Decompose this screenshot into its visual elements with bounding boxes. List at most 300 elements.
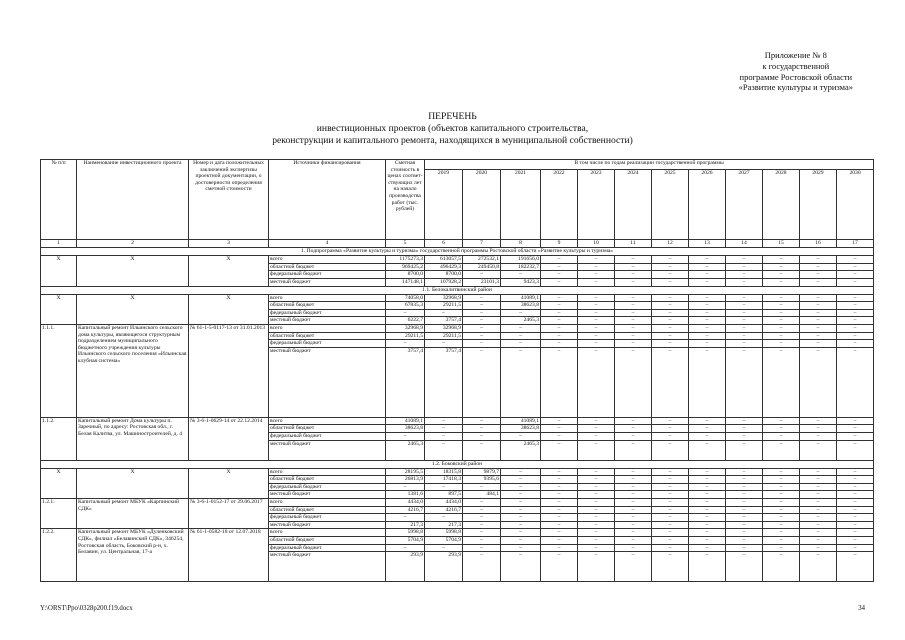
table-cell: 182232,7 bbox=[501, 263, 541, 271]
table-cell: – bbox=[463, 271, 501, 279]
table-cell: 897,5 bbox=[425, 491, 463, 499]
table-cell: – bbox=[652, 440, 689, 460]
table-cell: 2465,3 bbox=[501, 440, 541, 460]
table-cell: – bbox=[615, 440, 652, 460]
table-cell: – bbox=[726, 433, 763, 441]
table-cell: местный бюджет bbox=[269, 278, 386, 286]
table-cell: – bbox=[501, 332, 541, 340]
table-cell: – bbox=[652, 278, 689, 286]
table-cell: – bbox=[763, 340, 800, 348]
table-cell: 2 bbox=[77, 240, 189, 248]
table-cell: 12 bbox=[652, 240, 689, 248]
table-cell: – bbox=[726, 537, 763, 545]
table-cell: – bbox=[578, 552, 615, 582]
table-cell: – bbox=[837, 537, 874, 545]
table-cell: – bbox=[800, 309, 837, 317]
table-cell: областной бюджет bbox=[269, 425, 386, 433]
table-cell: – bbox=[800, 302, 837, 310]
table-cell: – bbox=[541, 537, 578, 545]
table-cell: – bbox=[615, 294, 652, 302]
table-cell: 5 bbox=[386, 240, 425, 248]
table-cell: – bbox=[541, 309, 578, 317]
table-cell: – bbox=[837, 302, 874, 310]
table-cell: 5704,9 bbox=[386, 537, 425, 545]
table-cell: – bbox=[541, 271, 578, 279]
table-cell: – bbox=[425, 309, 463, 317]
table-cell: 2028 bbox=[763, 170, 800, 240]
table-cell: – bbox=[501, 552, 541, 582]
table-cell: местный бюджет bbox=[269, 491, 386, 499]
table-cell: – bbox=[615, 278, 652, 286]
table-cell: – bbox=[726, 468, 763, 476]
table-cell: – bbox=[763, 317, 800, 325]
table-cell: – bbox=[689, 506, 726, 514]
table-cell: 2025 bbox=[652, 170, 689, 240]
table-cell: – bbox=[615, 263, 652, 271]
table-cell: – bbox=[689, 544, 726, 552]
table-cell: – bbox=[652, 506, 689, 514]
table-cell: Х bbox=[189, 256, 269, 286]
table-cell: – bbox=[652, 332, 689, 340]
table-cell: – bbox=[837, 256, 874, 264]
table-cell: 14 bbox=[726, 240, 763, 248]
table-cell: – bbox=[541, 302, 578, 310]
table-cell: – bbox=[689, 256, 726, 264]
table-cell: – bbox=[763, 433, 800, 441]
table-cell: – bbox=[386, 433, 425, 441]
document-heading bbox=[0, 111, 905, 148]
table-cell: – bbox=[800, 506, 837, 514]
table-cell: – bbox=[800, 440, 837, 460]
table-cell: 32968,9 bbox=[425, 294, 463, 302]
table-cell: – bbox=[578, 491, 615, 499]
table-cell: – bbox=[578, 476, 615, 484]
annex-line: Приложение № 8 bbox=[764, 50, 827, 60]
table-cell: – bbox=[689, 425, 726, 433]
table-cell: – bbox=[501, 325, 541, 333]
table-cell: – bbox=[763, 332, 800, 340]
table-cell: – bbox=[425, 514, 463, 522]
table-cell: 38623,8 bbox=[386, 425, 425, 433]
table-cell: – bbox=[837, 340, 874, 348]
table-cell: – bbox=[837, 552, 874, 582]
table-cell: – bbox=[763, 347, 800, 417]
table-cell: – bbox=[726, 317, 763, 325]
table-cell: – bbox=[501, 529, 541, 537]
table-cell: 3757,4 bbox=[386, 347, 425, 417]
table-cell: – bbox=[541, 514, 578, 522]
table-cell: – bbox=[652, 552, 689, 582]
table-cell: областной бюджет bbox=[269, 537, 386, 545]
heading-line: инвестиционных проектов (объектов капитального строительства, bbox=[316, 123, 589, 135]
table-cell: – bbox=[463, 425, 501, 433]
table-cell: – bbox=[501, 521, 541, 529]
table-cell: – bbox=[800, 263, 837, 271]
table-cell: – bbox=[689, 263, 726, 271]
page-number: 34 bbox=[858, 605, 865, 612]
table-cell: – bbox=[800, 537, 837, 545]
table-cell: – bbox=[726, 440, 763, 460]
table-cell: – bbox=[726, 309, 763, 317]
table-cell: № 3-6-1-0629-14 от 22.12.2014 bbox=[189, 417, 269, 460]
table-cell: – bbox=[689, 440, 726, 460]
table-cell: – bbox=[541, 347, 578, 417]
table-cell: – bbox=[615, 425, 652, 433]
table-cell: – bbox=[463, 347, 501, 417]
table-cell: – bbox=[763, 552, 800, 582]
table-cell: – bbox=[652, 521, 689, 529]
table-cell: – bbox=[463, 294, 501, 302]
table-cell: – bbox=[541, 476, 578, 484]
table-cell: – bbox=[578, 332, 615, 340]
table-cell: – bbox=[425, 440, 463, 460]
table-cell: – bbox=[425, 433, 463, 441]
table-cell: – bbox=[837, 521, 874, 529]
table-cell: – bbox=[652, 483, 689, 491]
table-cell: – bbox=[726, 417, 763, 425]
table-cell: Х bbox=[189, 294, 269, 324]
table-cell: 496429,3 bbox=[425, 263, 463, 271]
table-cell: 41089,1 bbox=[386, 417, 425, 425]
table-cell: Наименование инвестиционного проекта bbox=[77, 160, 189, 240]
table-cell: 272532,1 bbox=[463, 256, 501, 264]
table-cell: 28195,5 bbox=[386, 468, 425, 476]
table-cell: 1.1.1. bbox=[41, 325, 77, 418]
table-cell: – bbox=[386, 544, 425, 552]
table-cell: 13 bbox=[689, 240, 726, 248]
table-cell: – bbox=[578, 529, 615, 537]
table-cell: – bbox=[837, 263, 874, 271]
table-cell: – bbox=[615, 417, 652, 425]
table-cell: – bbox=[689, 521, 726, 529]
table-cell: – bbox=[763, 325, 800, 333]
table-cell: – bbox=[578, 302, 615, 310]
table-cell: 11 bbox=[615, 240, 652, 248]
table-cell: – bbox=[726, 483, 763, 491]
table-cell: – bbox=[541, 499, 578, 507]
table-cell: – bbox=[726, 476, 763, 484]
table-cell: – bbox=[615, 325, 652, 333]
table-cell: – bbox=[763, 537, 800, 545]
table-cell: – bbox=[726, 506, 763, 514]
table-cell: – bbox=[541, 483, 578, 491]
table-cell: – bbox=[463, 302, 501, 310]
table-cell: – bbox=[652, 294, 689, 302]
table-cell: – bbox=[800, 347, 837, 417]
table-cell: – bbox=[541, 278, 578, 286]
table-cell: – bbox=[800, 325, 837, 333]
table-cell: – bbox=[463, 433, 501, 441]
table-cell: – bbox=[541, 529, 578, 537]
table-cell: – bbox=[541, 294, 578, 302]
table-cell: – bbox=[615, 302, 652, 310]
table-cell: – bbox=[501, 514, 541, 522]
table-cell: Х bbox=[77, 294, 189, 324]
table-cell: – bbox=[652, 340, 689, 348]
table-cell: – bbox=[652, 302, 689, 310]
table-cell: Номер и дата положительных заключений экспертизы проектной документации, о достоверности определения сметной стоимости bbox=[189, 160, 269, 240]
table-cell: – bbox=[463, 332, 501, 340]
table-cell: 5998,8 bbox=[425, 529, 463, 537]
table-cell: – bbox=[463, 483, 501, 491]
table-cell: – bbox=[463, 340, 501, 348]
table-cell: – bbox=[837, 294, 874, 302]
table-cell: № 61-1-5-0117-13 от 31.01.2013 bbox=[189, 325, 269, 418]
table-cell: – bbox=[837, 491, 874, 499]
table-cell: областной бюджет bbox=[269, 302, 386, 310]
table-cell: 4216,7 bbox=[386, 506, 425, 514]
table-cell: – bbox=[541, 433, 578, 441]
table-cell: – bbox=[689, 468, 726, 476]
table-cell: – bbox=[501, 537, 541, 545]
table-cell: – bbox=[425, 483, 463, 491]
table-cell: – bbox=[763, 468, 800, 476]
table-cell: Х bbox=[41, 294, 77, 324]
table-cell: – bbox=[425, 340, 463, 348]
table-cell: 4434,0 bbox=[386, 499, 425, 507]
table-cell: 3757,4 bbox=[425, 347, 463, 417]
table-cell: – bbox=[800, 499, 837, 507]
table-cell: № п/п bbox=[41, 160, 77, 240]
table-cell: – bbox=[689, 537, 726, 545]
annex-block bbox=[739, 50, 853, 93]
table-cell: – bbox=[463, 514, 501, 522]
table-cell: 4 bbox=[269, 240, 386, 248]
table-cell: – bbox=[501, 271, 541, 279]
table-cell: всего bbox=[269, 417, 386, 425]
table-cell: – bbox=[615, 521, 652, 529]
table-cell: – bbox=[501, 468, 541, 476]
table-cell: – bbox=[800, 476, 837, 484]
table-cell: – bbox=[689, 347, 726, 417]
table-cell: – bbox=[652, 309, 689, 317]
table-cell: федеральный бюджет bbox=[269, 271, 386, 279]
table-cell: Х bbox=[189, 468, 269, 498]
table-cell: 17418,3 bbox=[425, 476, 463, 484]
table-cell: местный бюджет bbox=[269, 440, 386, 460]
table-cell: 2022 bbox=[541, 170, 578, 240]
table-cell: – bbox=[615, 483, 652, 491]
table-cell: всего bbox=[269, 294, 386, 302]
table-cell: – bbox=[463, 317, 501, 325]
table-cell: – bbox=[386, 340, 425, 348]
table-cell: – bbox=[615, 529, 652, 537]
section-title: 1.1. Белокалитвинский район bbox=[41, 286, 874, 294]
table-row bbox=[41, 468, 874, 476]
table-cell: – bbox=[578, 263, 615, 271]
table-cell: – bbox=[463, 325, 501, 333]
table-cell: – bbox=[800, 340, 837, 348]
table-cell: – bbox=[501, 347, 541, 417]
table-cell: Х bbox=[77, 256, 189, 286]
table-cell: – bbox=[763, 309, 800, 317]
table-cell: – bbox=[837, 440, 874, 460]
table-cell: 293,9 bbox=[386, 552, 425, 582]
table-cell: – bbox=[541, 325, 578, 333]
table-cell: – bbox=[541, 263, 578, 271]
table-cell: 26813,9 bbox=[386, 476, 425, 484]
table-cell: 67835,3 bbox=[386, 302, 425, 310]
table-cell: – bbox=[800, 417, 837, 425]
table-cell: 217,3 bbox=[425, 521, 463, 529]
table-cell: – bbox=[578, 278, 615, 286]
table-cell: – bbox=[726, 271, 763, 279]
table-cell: – bbox=[578, 468, 615, 476]
table-cell: местный бюджет bbox=[269, 317, 386, 325]
table-cell: – bbox=[463, 537, 501, 545]
table-cell: 7 bbox=[463, 240, 501, 248]
table-cell: – bbox=[689, 417, 726, 425]
table-cell: – bbox=[726, 521, 763, 529]
table-cell: всего bbox=[269, 499, 386, 507]
table-cell: – bbox=[689, 483, 726, 491]
table-cell: – bbox=[652, 317, 689, 325]
table-cell: 2026 bbox=[689, 170, 726, 240]
table-cell: Источники финансирования bbox=[269, 160, 386, 240]
table-cell: № 3-6-1-0152-17 от 29.06.2017 bbox=[189, 499, 269, 529]
table-cell: – bbox=[652, 433, 689, 441]
table-cell: – bbox=[652, 256, 689, 264]
table-cell: – bbox=[800, 278, 837, 286]
table-cell: – bbox=[763, 544, 800, 552]
table-cell: всего bbox=[269, 256, 386, 264]
table-cell: – bbox=[578, 256, 615, 264]
table-cell: – bbox=[726, 340, 763, 348]
table-cell: – bbox=[541, 544, 578, 552]
table-cell: – bbox=[615, 256, 652, 264]
table-cell: – bbox=[386, 483, 425, 491]
table-cell: – bbox=[541, 332, 578, 340]
table-cell: – bbox=[425, 544, 463, 552]
table-cell: – bbox=[837, 332, 874, 340]
table-cell: – bbox=[541, 468, 578, 476]
table-cell: – bbox=[615, 476, 652, 484]
table-cell: – bbox=[837, 506, 874, 514]
table-cell: – bbox=[763, 425, 800, 433]
table-cell: – bbox=[763, 529, 800, 537]
table-cell: 1381,6 bbox=[386, 491, 425, 499]
table-cell: 2029 bbox=[800, 170, 837, 240]
table-cell: местный бюджет bbox=[269, 521, 386, 529]
table-cell: 41089,1 bbox=[501, 294, 541, 302]
table-cell: 29211,5 bbox=[425, 332, 463, 340]
table-cell: – bbox=[689, 325, 726, 333]
table-cell: 1.1.2. bbox=[41, 417, 77, 460]
table-cell: 293,9 bbox=[425, 552, 463, 582]
table-cell: – bbox=[578, 317, 615, 325]
table-cell: – bbox=[578, 294, 615, 302]
table-cell: – bbox=[463, 544, 501, 552]
table-cell: – bbox=[463, 499, 501, 507]
table-cell: федеральный бюджет bbox=[269, 483, 386, 491]
table-cell: 2027 bbox=[726, 170, 763, 240]
table-cell: местный бюджет bbox=[269, 347, 386, 417]
table-cell: 9395,6 bbox=[463, 476, 501, 484]
table-cell: – bbox=[763, 521, 800, 529]
table-cell: – bbox=[386, 514, 425, 522]
table-cell: 8 bbox=[501, 240, 541, 248]
table-cell: – bbox=[578, 514, 615, 522]
table-cell: – bbox=[501, 340, 541, 348]
table-cell: 15 bbox=[763, 240, 800, 248]
table-cell: – bbox=[763, 440, 800, 460]
table-cell: № 61-1-0582-18 от 12.07.2018 bbox=[189, 529, 269, 582]
table-cell: 9 bbox=[541, 240, 578, 248]
table-cell: – bbox=[800, 544, 837, 552]
table-cell: 38623,8 bbox=[501, 302, 541, 310]
table-cell: 10 bbox=[578, 240, 615, 248]
table-cell: – bbox=[463, 417, 501, 425]
table-cell: – bbox=[578, 440, 615, 460]
table-cell: 107928,2 bbox=[425, 278, 463, 286]
table-cell: – bbox=[463, 552, 501, 582]
table-cell: – bbox=[800, 552, 837, 582]
table-cell: федеральный бюджет bbox=[269, 340, 386, 348]
table-cell: – bbox=[615, 514, 652, 522]
table-cell: 41089,1 bbox=[501, 417, 541, 425]
table-cell: – bbox=[501, 309, 541, 317]
table-cell: – bbox=[501, 476, 541, 484]
table-cell: – bbox=[501, 499, 541, 507]
table-cell: – bbox=[463, 440, 501, 460]
table-cell: – bbox=[463, 506, 501, 514]
table-cell: – bbox=[726, 325, 763, 333]
table-cell: 191656,0 bbox=[501, 256, 541, 264]
table-cell: 6 bbox=[425, 240, 463, 248]
table-cell: – bbox=[501, 433, 541, 441]
table-cell: – bbox=[578, 425, 615, 433]
table-cell: – bbox=[837, 499, 874, 507]
table-cell: – bbox=[726, 347, 763, 417]
table-cell: – bbox=[463, 309, 501, 317]
table-cell: – bbox=[689, 491, 726, 499]
table-cell: – bbox=[615, 544, 652, 552]
table-cell: – bbox=[837, 425, 874, 433]
table-cell: – bbox=[652, 544, 689, 552]
table-cell: – bbox=[578, 417, 615, 425]
table-cell: – bbox=[501, 491, 541, 499]
table-cell: – bbox=[615, 506, 652, 514]
table-cell: Сметная стоимость в ценах соответ-ствующих лет на начало производства работ (тыс. рублей) bbox=[386, 160, 425, 240]
table-cell: 4434,0 bbox=[425, 499, 463, 507]
table-cell: – bbox=[837, 483, 874, 491]
table-cell: – bbox=[763, 263, 800, 271]
table-cell: – bbox=[763, 483, 800, 491]
table-cell: Х bbox=[41, 256, 77, 286]
table-cell: – bbox=[726, 263, 763, 271]
table-cell: – bbox=[541, 256, 578, 264]
table-cell: – bbox=[501, 483, 541, 491]
table-cell: 1.2.2. bbox=[41, 529, 77, 582]
table-cell: – bbox=[541, 491, 578, 499]
table-cell: 32968,9 bbox=[386, 325, 425, 333]
table-cell: – bbox=[615, 271, 652, 279]
table-cell: – bbox=[689, 317, 726, 325]
table-cell: всего bbox=[269, 325, 386, 333]
table-cell: – bbox=[763, 302, 800, 310]
table-cell: – bbox=[652, 271, 689, 279]
table-cell: 8700,0 bbox=[386, 271, 425, 279]
table-cell: 17 bbox=[837, 240, 874, 248]
table-cell: В том числе по годам реализации государственной программы bbox=[425, 160, 874, 170]
table-cell: федеральный бюджет bbox=[269, 514, 386, 522]
table-cell: – bbox=[652, 529, 689, 537]
heading-title: ПЕРЕЧЕНЬ bbox=[428, 111, 477, 122]
table-cell: – bbox=[800, 491, 837, 499]
annex-line: программе Ростовской области bbox=[739, 71, 853, 82]
table-cell: 969425,2 bbox=[386, 263, 425, 271]
table-cell: – bbox=[578, 271, 615, 279]
